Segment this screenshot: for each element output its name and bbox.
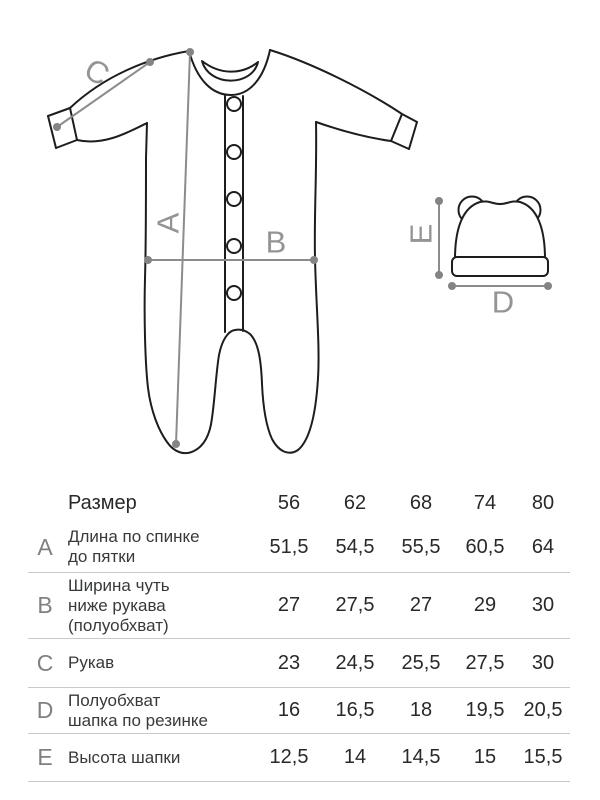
value-cell: 23 (277, 651, 301, 674)
collar-band (202, 61, 258, 81)
diagram-label-b: B (265, 224, 287, 260)
onesie-outline (48, 50, 417, 453)
measure-dot (310, 256, 318, 264)
left-under-sleeve (77, 123, 147, 142)
right-sleeve-top (270, 50, 417, 122)
size-col-header: 80 (531, 491, 555, 514)
table-row-b (28, 573, 570, 639)
hat-outline (452, 197, 548, 277)
value-cell: 29 (473, 594, 497, 616)
row-label (62, 691, 256, 731)
snap-button (227, 192, 241, 206)
size-col-header: 62 (343, 491, 367, 514)
diagram-label-c: C (78, 51, 116, 93)
table-row-a (28, 522, 570, 573)
size-col-header: 68 (409, 491, 433, 514)
value-cell: 51,5 (269, 535, 309, 558)
value-cell: 55,5 (401, 535, 441, 558)
hat-dome (455, 201, 545, 259)
row-label-line: Полуобхват (68, 690, 161, 710)
row-label (62, 527, 256, 567)
table-row-d (28, 688, 570, 734)
snap-button (227, 286, 241, 300)
row-letter: C (36, 649, 54, 676)
row-label (62, 748, 256, 768)
measure-dot (144, 256, 152, 264)
hat-brim (452, 257, 548, 276)
value-cell: 64 (531, 535, 555, 558)
value-cell: 14,5 (401, 746, 441, 768)
row-label-line: Высота шапки (68, 747, 181, 767)
measure-dot (435, 271, 443, 279)
snap-button (227, 145, 241, 159)
row-letter: E (37, 744, 53, 770)
measure-dot (172, 440, 180, 448)
left-cuff-wrist (48, 116, 56, 148)
value-cell: 24,5 (335, 651, 375, 674)
right-cuff-wrist (409, 122, 417, 149)
measure-dot (544, 282, 552, 290)
value-cell: 16 (277, 699, 301, 721)
row-letter: B (37, 592, 53, 618)
row-label-line: до пятки (68, 547, 136, 566)
measure-dot (435, 197, 443, 205)
value-cell: 30 (531, 594, 555, 616)
size-col-header: 56 (277, 491, 301, 514)
row-label-line: ниже рукава (68, 595, 166, 615)
value-cell: 54,5 (335, 535, 375, 558)
table-row-e (28, 734, 570, 782)
diagram-label-d: D (491, 284, 515, 320)
value-cell: 15,5 (523, 746, 563, 768)
size-col-header: 74 (473, 491, 497, 514)
snap-button (227, 97, 241, 111)
value-cell: 27 (277, 594, 301, 616)
value-cell: 18 (409, 699, 433, 721)
row-label-line: (полуобхват) (68, 615, 169, 635)
value-cell: 20,5 (523, 699, 563, 721)
value-cell: 60,5 (465, 535, 505, 558)
table-row-c (28, 639, 570, 688)
row-letter: A (37, 533, 53, 560)
diagram-label-a: A (150, 212, 186, 234)
measure-dot (146, 58, 154, 66)
value-cell: 27 (409, 594, 433, 616)
diagram-label-e: E (403, 223, 439, 245)
value-cell: 19,5 (465, 699, 505, 721)
size-table-header-row (28, 484, 570, 522)
snap-button (227, 239, 241, 253)
row-label-line: Рукав (68, 653, 115, 672)
value-cell: 27,5 (465, 651, 505, 674)
value-cell: 30 (531, 651, 555, 674)
row-label-line: шапка по резинке (68, 710, 208, 730)
row-label-line: Ширина чуть (68, 575, 170, 595)
row-label-line: Длина по спинке (68, 527, 200, 546)
measure-dot (448, 282, 456, 290)
row-label (62, 653, 256, 673)
row-letter: D (36, 697, 54, 723)
size-header-label: Размер (68, 491, 137, 514)
value-cell: 25,5 (401, 651, 441, 674)
right-cuff-bottom (391, 141, 409, 149)
value-cell: 15 (473, 746, 497, 768)
measure-line-a (176, 52, 190, 444)
value-cell: 16,5 (335, 699, 375, 721)
value-cell: 12,5 (269, 746, 309, 768)
right-under-sleeve (316, 122, 391, 141)
row-label (62, 576, 256, 636)
left-cuff-bottom (56, 140, 77, 148)
size-table (28, 484, 570, 782)
measure-dot (53, 123, 61, 131)
value-cell: 27,5 (335, 594, 375, 616)
measure-dot (186, 48, 194, 56)
right-cuff-seam (391, 114, 402, 141)
value-cell: 14 (343, 746, 367, 768)
